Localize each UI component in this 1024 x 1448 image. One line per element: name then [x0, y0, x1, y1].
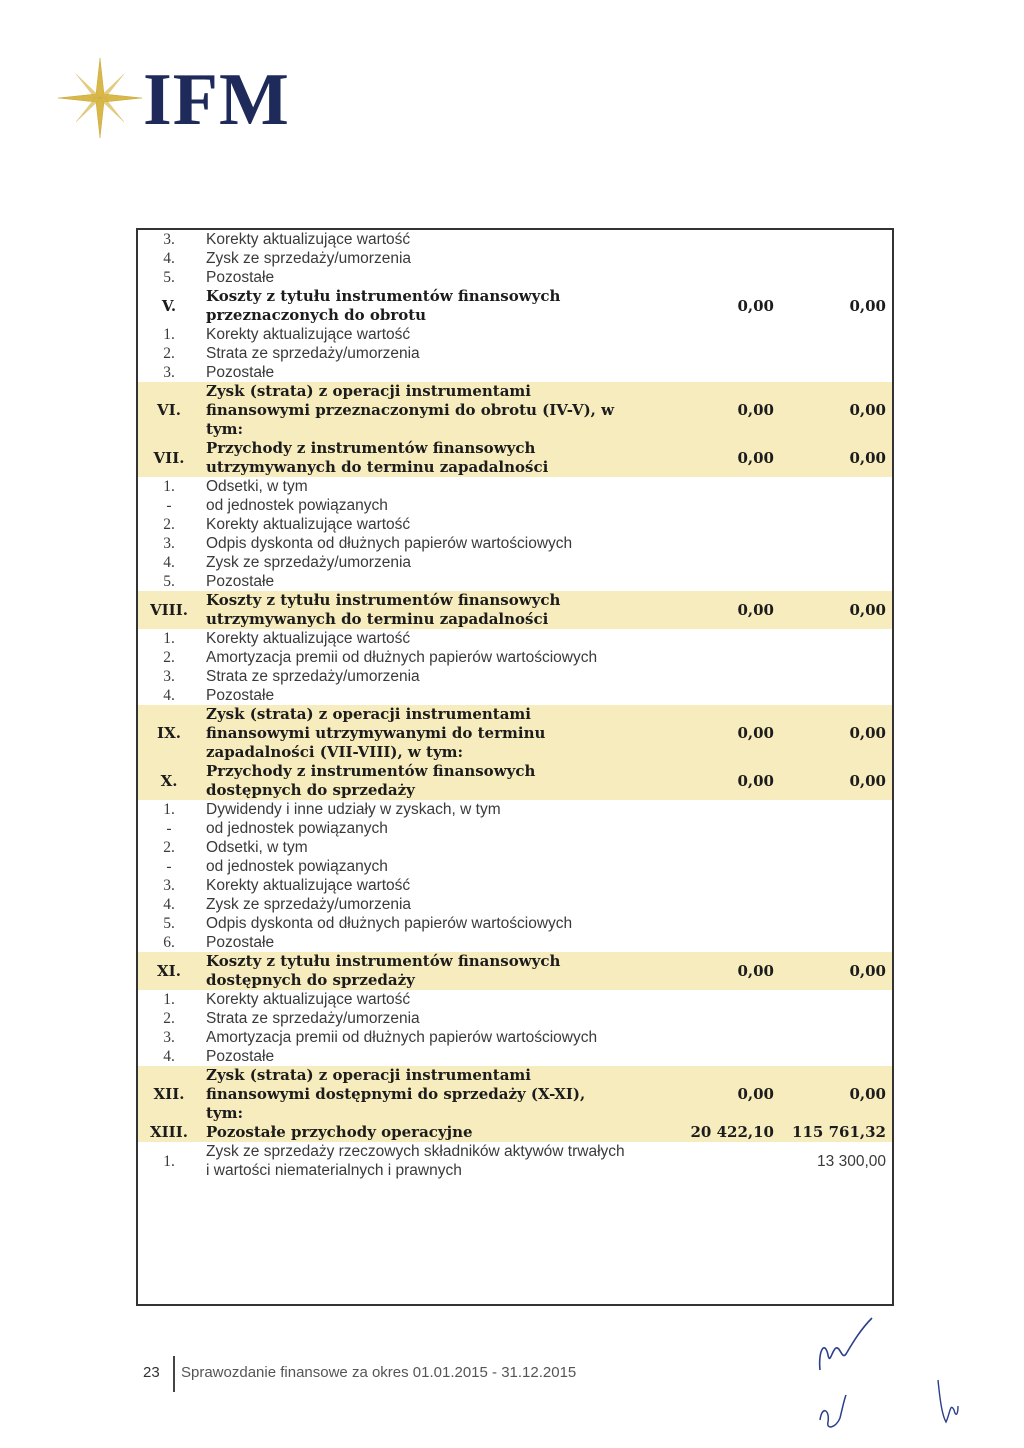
- value-2014: 0,00: [849, 296, 886, 315]
- table-row: [138, 325, 892, 344]
- row-label: od jednostek powiązanych: [206, 858, 388, 875]
- value-2015: [626, 914, 782, 933]
- value-2015: [626, 249, 782, 268]
- value-2015: [626, 344, 782, 363]
- row-number: XIII.: [138, 1123, 200, 1142]
- row-label: Strata ze sprzedaży/umorzenia: [206, 1010, 420, 1027]
- table-row: [138, 1066, 892, 1123]
- value-2014: 0,00: [782, 705, 892, 762]
- row-number: 4.: [163, 250, 175, 267]
- row-label: Amortyzacja premii od dłużnych papierów wartościowych: [206, 1029, 598, 1046]
- row-label: Dywidendy i inne udziały w zyskach, w tym: [206, 801, 501, 818]
- value-2015: [626, 819, 782, 838]
- row-number: 2.: [163, 516, 175, 533]
- value-2015: [626, 572, 782, 591]
- value-2015: [626, 534, 782, 553]
- value-2015: [626, 553, 782, 572]
- table-row: [138, 534, 892, 553]
- value-2015: 0,00: [626, 439, 782, 477]
- row-number: -: [166, 820, 172, 837]
- table-row: [138, 382, 892, 439]
- table-row: [138, 838, 892, 857]
- value-2014: 0,00: [782, 1066, 892, 1123]
- row-label: od jednostek powiązanych: [206, 820, 388, 837]
- row-label: Zysk ze sprzedaży rzeczowych składników aktywów trwałych i wartości niematerialnych i prawnych: [206, 1143, 625, 1179]
- value-2014: [782, 572, 892, 591]
- row-number: 3.: [163, 877, 175, 894]
- value-2015: 20 422,10: [626, 1123, 782, 1142]
- value-2014: [782, 800, 892, 819]
- row-number: -: [166, 497, 172, 514]
- value-2015: [626, 667, 782, 686]
- value-2014: [782, 933, 892, 952]
- row-number: XI.: [138, 952, 200, 990]
- value-2015: [626, 990, 782, 1009]
- value-2014: 0,00: [782, 439, 892, 477]
- row-label: Pozostałe przychody operacyjne: [200, 1123, 626, 1142]
- table-row: [138, 572, 892, 591]
- table-row: [138, 686, 892, 705]
- value-2014: [782, 477, 892, 496]
- value-2014: [782, 819, 892, 838]
- row-number: VII.: [138, 439, 200, 477]
- compass-star-icon: [58, 58, 142, 138]
- row-label: Odsetki, w tym: [206, 478, 308, 495]
- value-2015: [626, 515, 782, 534]
- value-2015: [626, 1009, 782, 1028]
- logo-text: IFM: [143, 59, 290, 141]
- value-2014: [782, 1009, 892, 1028]
- row-number: 2.: [163, 649, 175, 666]
- row-number: V.: [161, 296, 177, 315]
- row-number: 6.: [163, 934, 175, 951]
- value-2014: 0,00: [782, 762, 892, 800]
- value-2014: [782, 686, 892, 705]
- row-number: VI.: [138, 382, 200, 439]
- table-row: [138, 553, 892, 572]
- value-2014: [782, 344, 892, 363]
- value-2015: 0,00: [626, 382, 782, 439]
- row-label: Korekty aktualizujące wartość: [206, 877, 411, 894]
- row-label: Korekty aktualizujące wartość: [206, 991, 411, 1008]
- row-label: Koszty z tytułu instrumentów finansowych przeznaczonych do obrotu: [206, 287, 561, 324]
- row-number: 2.: [163, 1010, 175, 1027]
- row-number: IX.: [138, 705, 200, 762]
- value-2014: [782, 914, 892, 933]
- value-2014: [782, 857, 892, 876]
- footer-title: Sprawozdanie finansowe za okres 01.01.2015 - 31.12.2015: [181, 1364, 577, 1381]
- row-number: 5.: [163, 915, 175, 932]
- value-2014: [782, 876, 892, 895]
- table-row: [138, 952, 892, 990]
- value-2014: [782, 515, 892, 534]
- value-2014: [782, 230, 892, 249]
- table-row: [138, 648, 892, 667]
- value-2015: [626, 1142, 782, 1180]
- table-row: [138, 895, 892, 914]
- value-2014: [782, 895, 892, 914]
- value-2014: 0,00: [782, 382, 892, 439]
- row-label: Odpis dyskonta od dłużnych papierów wartościowych: [206, 915, 573, 932]
- row-label: Korekty aktualizujące wartość: [206, 630, 411, 647]
- row-number: 4.: [163, 687, 175, 704]
- table-row: [138, 477, 892, 496]
- value-2014: [782, 496, 892, 515]
- table-row: [138, 268, 892, 287]
- value-2015: 0,00: [626, 952, 782, 990]
- table-row: [138, 515, 892, 534]
- table-row: [138, 1009, 892, 1028]
- value-2015: [626, 477, 782, 496]
- row-number: 2.: [163, 839, 175, 856]
- row-label: Zysk ze sprzedaży/umorzenia: [206, 250, 412, 267]
- table-row: [138, 990, 892, 1009]
- value-2014: [782, 838, 892, 857]
- row-number: 1.: [163, 630, 175, 647]
- row-number: 4.: [163, 554, 175, 571]
- value-2015: [626, 496, 782, 515]
- value-2014: [782, 268, 892, 287]
- table-row: [138, 819, 892, 838]
- table-row: [138, 591, 892, 629]
- row-number: XII.: [138, 1066, 200, 1123]
- row-label: Pozostałe: [206, 364, 275, 381]
- row-number: 3.: [163, 668, 175, 685]
- row-label: Koszty z tytułu instrumentów finansowych dostępnych do sprzedaży: [200, 952, 626, 990]
- row-number: 1.: [163, 478, 175, 495]
- row-label: Pozostałe: [206, 1048, 275, 1065]
- table-row: [138, 249, 892, 268]
- row-number: 1.: [163, 801, 175, 818]
- value-2014: [782, 363, 892, 382]
- footer-separator: [173, 1356, 175, 1392]
- value-2014: [782, 629, 892, 648]
- value-2015: [626, 857, 782, 876]
- row-label: Pozostałe: [206, 934, 275, 951]
- table-row: [138, 876, 892, 895]
- row-number: 4.: [163, 1048, 175, 1065]
- table-row: [138, 762, 892, 800]
- value-2014: [782, 534, 892, 553]
- row-number: 3.: [163, 231, 175, 248]
- value-2015: [626, 325, 782, 344]
- value-2015: [626, 1047, 782, 1066]
- value-2015: 0,00: [626, 705, 782, 762]
- value-2015: 0,00: [626, 762, 782, 800]
- table-row: [138, 705, 892, 762]
- table-row: [138, 914, 892, 933]
- row-number: 1.: [163, 991, 175, 1008]
- row-label: Amortyzacja premii od dłużnych papierów wartościowych: [206, 649, 598, 666]
- row-number: 2.: [163, 345, 175, 362]
- row-label: Przychody z instrumentów finansowych dostępnych do sprzedaży: [200, 762, 626, 800]
- table-row: [138, 1142, 892, 1180]
- row-label: Zysk (strata) z operacji instrumentami finansowymi utrzymywanymi do terminu zapadalności (VII-VIII), w tym:: [200, 705, 626, 762]
- table-row: [138, 857, 892, 876]
- value-2014: [782, 1028, 892, 1047]
- value-2015: [626, 648, 782, 667]
- row-number: 3.: [163, 535, 175, 552]
- row-label: Korekty aktualizujące wartość: [206, 326, 411, 343]
- row-label: Zysk (strata) z operacji instrumentami finansowymi dostępnymi do sprzedaży (X-XI), tym:: [200, 1066, 626, 1123]
- value-2014: [782, 648, 892, 667]
- value-2014: [782, 990, 892, 1009]
- row-number: 1.: [163, 326, 175, 343]
- value-2015: [626, 895, 782, 914]
- row-number: X.: [138, 762, 200, 800]
- financial-table-frame: [136, 228, 894, 1306]
- value-2015: 0,00: [737, 296, 774, 315]
- table-row: [138, 439, 892, 477]
- row-label: Pozostałe: [206, 687, 275, 704]
- table-row: [138, 344, 892, 363]
- value-2014: [782, 249, 892, 268]
- value-2014: 115 761,32: [782, 1123, 892, 1142]
- value-2015: [626, 1028, 782, 1047]
- row-number: VIII.: [138, 591, 200, 629]
- table-row: [138, 1123, 892, 1142]
- row-label: Strata ze sprzedaży/umorzenia: [206, 668, 420, 685]
- value-2015: [626, 686, 782, 705]
- value-2015: [626, 933, 782, 952]
- page-number: 23: [143, 1364, 160, 1381]
- table-row: [138, 667, 892, 686]
- value-2014: 0,00: [782, 952, 892, 990]
- value-2015: [626, 800, 782, 819]
- value-2015: [626, 230, 782, 249]
- row-number: 3.: [163, 1029, 175, 1046]
- table-row: [138, 230, 892, 249]
- financial-table: [138, 230, 892, 1180]
- row-label: Zysk ze sprzedaży/umorzenia: [206, 554, 412, 571]
- table-row: [138, 287, 892, 325]
- row-label: Odpis dyskonta od dłużnych papierów wartościowych: [206, 535, 573, 552]
- value-2015: [626, 268, 782, 287]
- row-label: Korekty aktualizujące wartość: [206, 231, 411, 248]
- row-number: 4.: [163, 896, 175, 913]
- row-label: Zysk (strata) z operacji instrumentami finansowymi przeznaczonymi do obrotu (IV-V), w tym:: [200, 382, 626, 439]
- table-row: [138, 800, 892, 819]
- row-label: Pozostałe: [206, 573, 275, 590]
- handwritten-signatures: [800, 1310, 980, 1440]
- table-row: [138, 933, 892, 952]
- row-label: Pozostałe: [206, 269, 275, 286]
- value-2015: 0,00: [626, 1066, 782, 1123]
- row-number: -: [166, 858, 172, 875]
- row-label: Strata ze sprzedaży/umorzenia: [206, 345, 420, 362]
- row-number: 1.: [163, 1152, 175, 1170]
- row-label: Odsetki, w tym: [206, 839, 308, 856]
- row-label: Przychody z instrumentów finansowych utrzymywanych do terminu zapadalności: [200, 439, 626, 477]
- row-number: 5.: [163, 573, 175, 590]
- table-row: [138, 1047, 892, 1066]
- ifm-logo: [58, 58, 318, 141]
- row-label: Korekty aktualizujące wartość: [206, 516, 411, 533]
- value-2015: [626, 838, 782, 857]
- value-2014: [782, 1047, 892, 1066]
- table-row: [138, 629, 892, 648]
- table-row: [138, 496, 892, 515]
- row-label: od jednostek powiązanych: [206, 497, 388, 514]
- value-2014: 13 300,00: [817, 1152, 886, 1170]
- value-2014: 0,00: [782, 591, 892, 629]
- value-2014: [782, 667, 892, 686]
- table-body: [138, 230, 892, 1180]
- value-2014: [782, 325, 892, 344]
- row-label: Zysk ze sprzedaży/umorzenia: [206, 896, 412, 913]
- table-row: [138, 1028, 892, 1047]
- value-2015: [626, 363, 782, 382]
- value-2015: 0,00: [626, 591, 782, 629]
- value-2015: [626, 876, 782, 895]
- row-number: 3.: [163, 364, 175, 381]
- row-label: Koszty z tytułu instrumentów finansowych utrzymywanych do terminu zapadalności: [200, 591, 626, 629]
- value-2014: [782, 553, 892, 572]
- row-number: 5.: [163, 269, 175, 286]
- table-row: [138, 363, 892, 382]
- value-2015: [626, 629, 782, 648]
